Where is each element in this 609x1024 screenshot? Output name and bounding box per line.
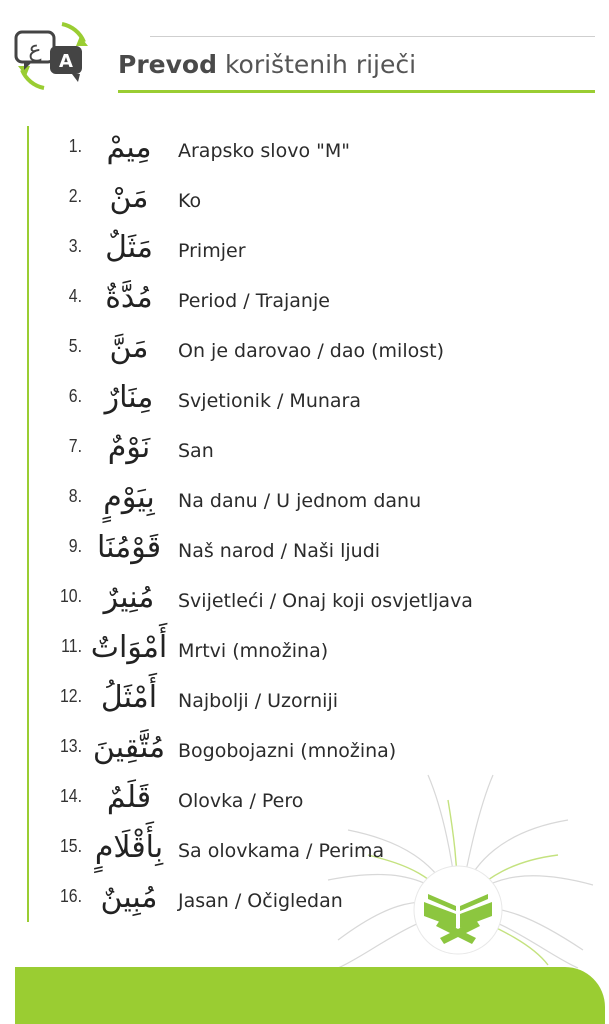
list-item [0,176,609,226]
word-list [0,126,609,926]
list-item [0,226,609,276]
item-number: 16. [59,886,82,906]
arabic-word: قَلَمٌ [106,780,152,815]
list-item [0,676,609,726]
item-number: 6. [68,386,82,406]
translate-icon [12,18,90,92]
list-item [0,376,609,426]
translation: Jasan / Očigledan [178,890,343,912]
list-item [0,826,609,876]
list-item [0,576,609,626]
title-underline [118,90,595,93]
item-number: 15. [59,836,82,856]
translation: Ko [178,190,202,212]
item-number: 5. [68,336,82,356]
translation: Na danu / U jednom danu [178,490,422,512]
item-number: 2. [68,186,82,206]
translation: On je darovao / dao (milost) [178,340,444,362]
item-number: 9. [68,536,82,556]
translation: Primjer [178,240,246,262]
arabic-word: أَمْوَاتٌ [90,630,168,665]
arabic-word: مُبِينٌ [100,880,158,915]
logo-latin-glyph: A [59,51,73,72]
arabic-word: بِيَوْمٍ [103,480,155,515]
page-title-rest: korištenih riječi [224,50,417,79]
list-item [0,876,609,926]
list-item [0,126,609,176]
logo-arabic-glyph: ع [28,37,42,62]
arabic-word: قَوْمُنَا [96,530,162,565]
footer-bar [15,967,605,1024]
arabic-word: أَمْثَلُ [100,680,158,715]
item-number: 3. [68,236,82,256]
item-number: 10. [59,586,82,606]
item-number: 4. [68,286,82,306]
item-number: 12. [59,686,82,706]
arabic-word: مِيمْ [106,130,152,165]
list-item [0,776,609,826]
arabic-word: مِنَارٌ [104,380,154,415]
item-number: 14. [59,786,82,806]
translation: Mrtvi (množina) [178,640,329,662]
translation: Najbolji / Uzorniji [178,690,338,712]
item-number: 13. [59,736,82,756]
list-item [0,626,609,676]
translation: Naš narod / Naši ljudi [178,540,381,562]
arabic-word: نَوْمٌ [107,430,151,465]
list-item [0,326,609,376]
header [0,0,609,100]
item-number: 1. [68,136,82,156]
item-number: 8. [68,486,82,506]
item-number: 11. [61,636,82,656]
translation: Olovka / Pero [178,790,304,812]
list-item [0,726,609,776]
arabic-word: مَنَّ [109,330,149,365]
translation: Svijetleći / Onaj koji osvjetljava [178,590,473,612]
arabic-word: مُنِيرٌ [103,580,155,615]
translation: Sa olovkama / Perima [178,840,385,862]
list-item [0,476,609,526]
translation: Period / Trajanje [178,290,330,312]
list-item [0,276,609,326]
translation: Arapsko slovo "M" [178,140,350,162]
list-item [0,526,609,576]
arabic-word: مُتَّقِينَ [92,730,166,765]
list-item [0,426,609,476]
arabic-word: مَنْ [109,180,149,215]
arabic-word: بِأَقْلَامٍ [94,830,164,865]
page-title-bold: Prevod [118,50,217,79]
translation: San [178,440,214,462]
page-title [118,50,416,79]
title-rule-top [150,36,595,37]
translation: Svjetionik / Munara [178,390,362,412]
arabic-word: مَثَلٌ [105,230,153,265]
translation: Bogobojazni (množina) [178,740,397,762]
arabic-word: مُدَّةٌ [105,280,153,315]
item-number: 7. [68,436,82,456]
